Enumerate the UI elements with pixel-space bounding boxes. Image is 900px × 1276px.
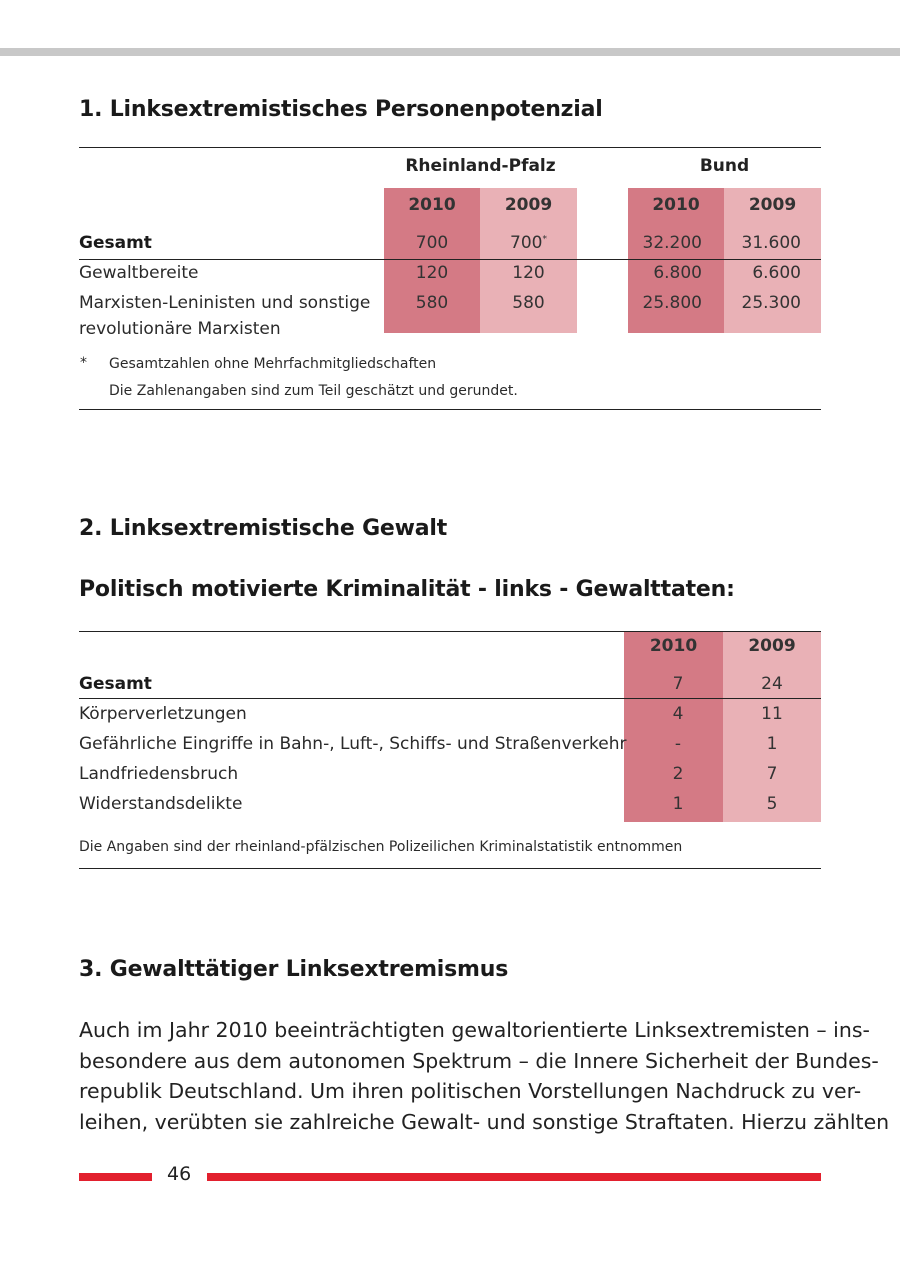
footnote-marker: * — [542, 234, 547, 245]
page-number: 46 — [167, 1163, 192, 1185]
row-label: Widerstandsdelikte — [79, 794, 243, 814]
table-cell: 700 — [415, 233, 449, 253]
paragraph-line: besondere aus dem autonomen Spektrum – die Innere Sicherheit der Bundes- — [79, 1048, 879, 1073]
section2-subheading: Politisch motivierte Kriminalität - links - Gewalttaten: — [79, 577, 735, 602]
row-label-gesamt: Gesamt — [79, 233, 152, 253]
year-header: 2010 — [408, 195, 456, 215]
top-rule — [0, 48, 900, 56]
footnote-text: Gesamtzahlen ohne Mehrfachmitgliedschaften — [109, 356, 437, 372]
section3-heading: 3. Gewalttätiger Linksextremismus — [79, 957, 509, 982]
footer-red-bar-left — [79, 1173, 152, 1181]
table-cell — [480, 233, 577, 253]
year-header: 2009 — [748, 636, 796, 656]
body-paragraph — [79, 1015, 890, 1137]
table-cell: 4 — [672, 704, 684, 724]
table-cell: 32.200 — [642, 233, 702, 253]
group-header-rlp: Rheinland-Pfalz — [405, 156, 556, 176]
section2-heading: 2. Linksextremistische Gewalt — [79, 516, 448, 541]
row-divider — [79, 698, 821, 699]
footnote-mark: * — [80, 355, 87, 371]
year-header: 2010 — [649, 636, 698, 656]
row-divider — [79, 259, 821, 260]
footer-red-bar-right — [207, 1173, 821, 1181]
group-header-bund: Bund — [699, 156, 750, 176]
table-cell: 25.800 — [642, 293, 702, 313]
table-bottom-rule — [79, 409, 821, 410]
paragraph-line: republik Deutschland. Um ihren politischen Vorstellungen Nachdruck zu ver- — [79, 1079, 862, 1103]
table-bottom-rule — [79, 868, 821, 869]
table-cell: 6.600 — [752, 263, 801, 283]
table-cell: 120 — [512, 263, 545, 283]
row-label: Landfriedensbruch — [79, 764, 239, 784]
row-label: Gefährliche Eingriffe in Bahn-, Luft-, Schiffs- und Straßenverkehr — [79, 734, 627, 754]
table-cell: 7 — [766, 764, 778, 784]
source-note: Die Angaben sind der rheinland-pfälzischen Polizeilichen Kriminalstatistik entnommen — [79, 839, 683, 855]
row-label: Körperverletzungen — [79, 704, 247, 724]
paragraph-line: leihen, verübten sie zahlreiche Gewalt- und sonstige Straftaten. Hierzu zählten — [79, 1109, 890, 1134]
row-label: Marxisten-Leninisten und sonstige — [79, 293, 371, 313]
year-header: 2009 — [504, 195, 553, 215]
row-label: Gewaltbereite — [79, 263, 199, 283]
table-cell: 580 — [415, 293, 449, 313]
year-header: 2010 — [652, 195, 700, 215]
table-cell: 1 — [672, 794, 684, 814]
section1-heading: 1. Linksextremistisches Personenpotenzial — [79, 97, 603, 122]
row-label-continued: revolutionäre Marxisten — [79, 319, 281, 339]
footnote-text: Die Zahlenangaben sind zum Teil geschätzt und gerundet. — [109, 383, 518, 399]
row-label-gesamt: Gesamt — [79, 674, 152, 694]
paragraph-line: Auch im Jahr 2010 beeinträchtigten gewaltorientierte Linksextremisten – ins- — [79, 1018, 870, 1042]
table-top-rule — [79, 147, 821, 148]
table-cell: 580 — [512, 293, 545, 313]
table-cell: 25.300 — [741, 293, 801, 313]
table-cell-value: 700 — [510, 233, 543, 253]
table-cell: 1 — [766, 734, 778, 754]
year-header: 2009 — [748, 195, 797, 215]
table-cell: 5 — [766, 794, 778, 814]
table-cell: 6.800 — [653, 263, 702, 283]
table-cell: 120 — [415, 263, 449, 283]
table-cell: 24 — [761, 674, 783, 694]
table-cell: 7 — [672, 674, 684, 694]
table-cell: 2 — [672, 764, 684, 784]
table-cell: 11 — [761, 704, 783, 724]
table-cell: - — [674, 734, 682, 754]
table-cell: 31.600 — [741, 233, 801, 253]
